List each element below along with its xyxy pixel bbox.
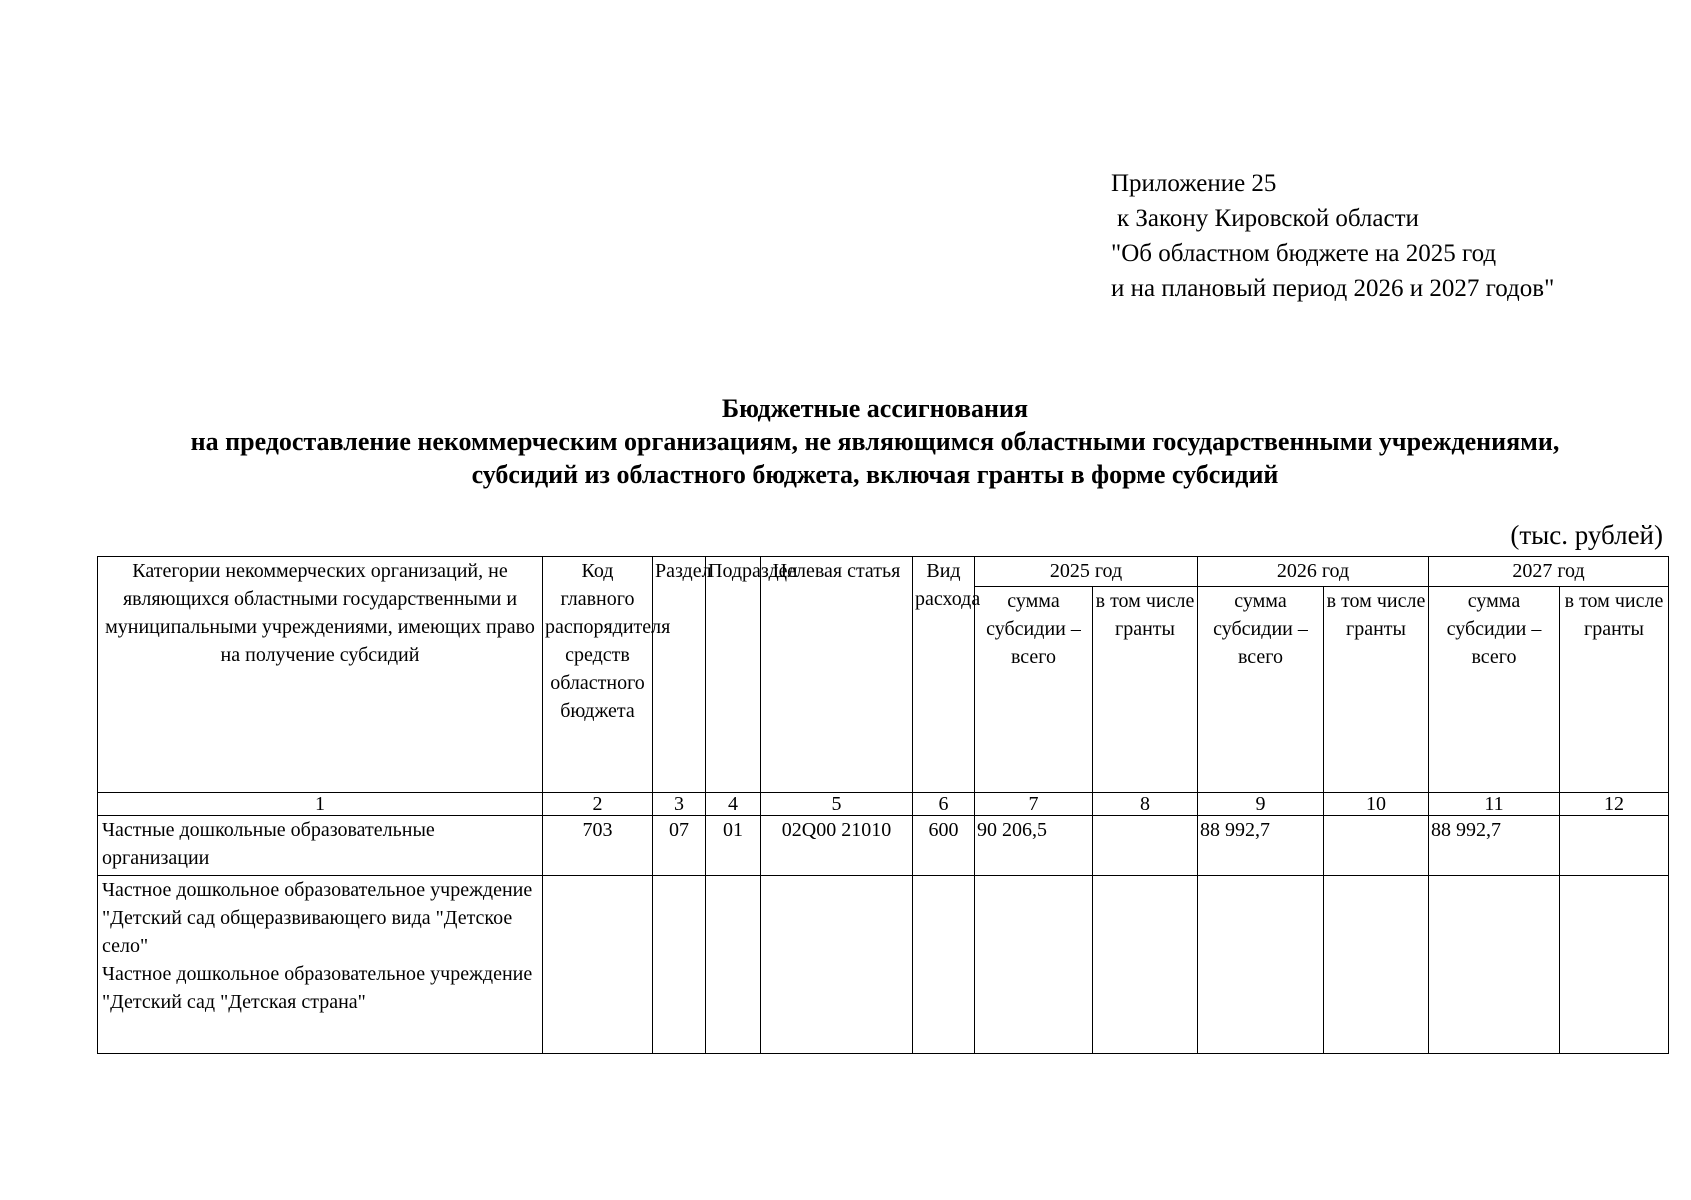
organization-name: Частное дошкольное образовательное учреждение "Детский сад общеразвивающего вида "Детское село" [102, 879, 533, 957]
header-subsection: Подраздел [706, 557, 761, 793]
header-year-2027: 2027 год [1429, 557, 1669, 587]
empty-cell [1429, 876, 1560, 1054]
column-number: 10 [1324, 793, 1429, 816]
column-number: 9 [1198, 793, 1324, 816]
empty-cell [706, 876, 761, 1054]
empty-cell [761, 876, 913, 1054]
header-code: Код главного распорядителя средств областного бюджета [543, 557, 653, 793]
column-number: 2 [543, 793, 653, 816]
sum-2026-cell: 88 992,7 [1198, 816, 1324, 876]
empty-cell [653, 876, 706, 1054]
column-number: 1 [98, 793, 543, 816]
section-cell: 07 [653, 816, 706, 876]
empty-cell [543, 876, 653, 1054]
organization-name: Частное дошкольное образовательное учреждение "Детский сад "Детская страна" [102, 963, 533, 1013]
empty-cell [1560, 876, 1669, 1054]
header-grants-2027: в том числе гранты [1560, 587, 1669, 793]
column-numbers-row [98, 793, 1669, 816]
target-cell: 02Q00 21010 [761, 816, 913, 876]
empty-cell [1093, 876, 1198, 1054]
sum-2025-cell: 90 206,5 [975, 816, 1093, 876]
code-cell: 703 [543, 816, 653, 876]
organizations-cell [98, 876, 543, 1054]
header-target: Целевая статья [761, 557, 913, 793]
table-row [98, 876, 1669, 1054]
appendix-line-1: Приложение 25 [1111, 170, 1277, 197]
header-sum-total-2025: сумма субсидии – всего [975, 587, 1093, 793]
appendix-line-2: к Закону Кировской области [1117, 205, 1419, 232]
column-number: 6 [913, 793, 975, 816]
empty-cell [975, 876, 1093, 1054]
header-category: Категории некоммерческих организаций, не являющихся областными государственными и муниципальными учреждениями, имеющих право на получение субсидий [98, 557, 543, 793]
empty-cell [1198, 876, 1324, 1054]
header-sum-total-2026: сумма субсидии – всего [1198, 587, 1324, 793]
appendix-line-3: "Об областном бюджете на 2025 год [1111, 240, 1497, 267]
empty-cell [1324, 876, 1429, 1054]
header-year-2026: 2026 год [1198, 557, 1429, 587]
table-row [98, 816, 1669, 876]
sum-2027-cell: 88 992,7 [1429, 816, 1560, 876]
column-number: 5 [761, 793, 913, 816]
column-number: 7 [975, 793, 1093, 816]
empty-cell [913, 876, 975, 1054]
header-section: Раздел [653, 557, 706, 793]
column-number: 4 [706, 793, 761, 816]
appendix-block [1111, 166, 1554, 306]
document-title [0, 392, 1691, 491]
units-label: (тыс. рублей) [1510, 520, 1663, 550]
header-grants-2025: в том числе гранты [1093, 587, 1198, 793]
column-number: 8 [1093, 793, 1198, 816]
header-sum-total-2027: сумма субсидии – всего [1429, 587, 1560, 793]
column-number: 11 [1429, 793, 1560, 816]
category-cell: Частные дошкольные образовательные организации [98, 816, 543, 876]
column-number: 12 [1560, 793, 1669, 816]
grants-2025-cell [1093, 816, 1198, 876]
expense-type-cell: 600 [913, 816, 975, 876]
grants-2026-cell [1324, 816, 1429, 876]
title-line-2: на предоставление некоммерческим организациям, не являющимся областными государственными учреждениями, [190, 427, 1560, 456]
grants-2027-cell [1560, 816, 1669, 876]
subsection-cell: 01 [706, 816, 761, 876]
header-row-1 [98, 557, 1669, 587]
appendix-line-4: и на плановый период 2026 и 2027 годов" [1111, 275, 1555, 302]
title-line-1: Бюджетные ассигнования [721, 394, 1029, 423]
header-year-2025: 2025 год [975, 557, 1198, 587]
header-grants-2026: в том числе гранты [1324, 587, 1429, 793]
header-expense-type: Вид расхода [913, 557, 975, 793]
title-line-3: субсидий из областного бюджета, включая гранты в форме субсидий [471, 460, 1279, 489]
column-number: 3 [653, 793, 706, 816]
allocations-table [97, 556, 1669, 1054]
